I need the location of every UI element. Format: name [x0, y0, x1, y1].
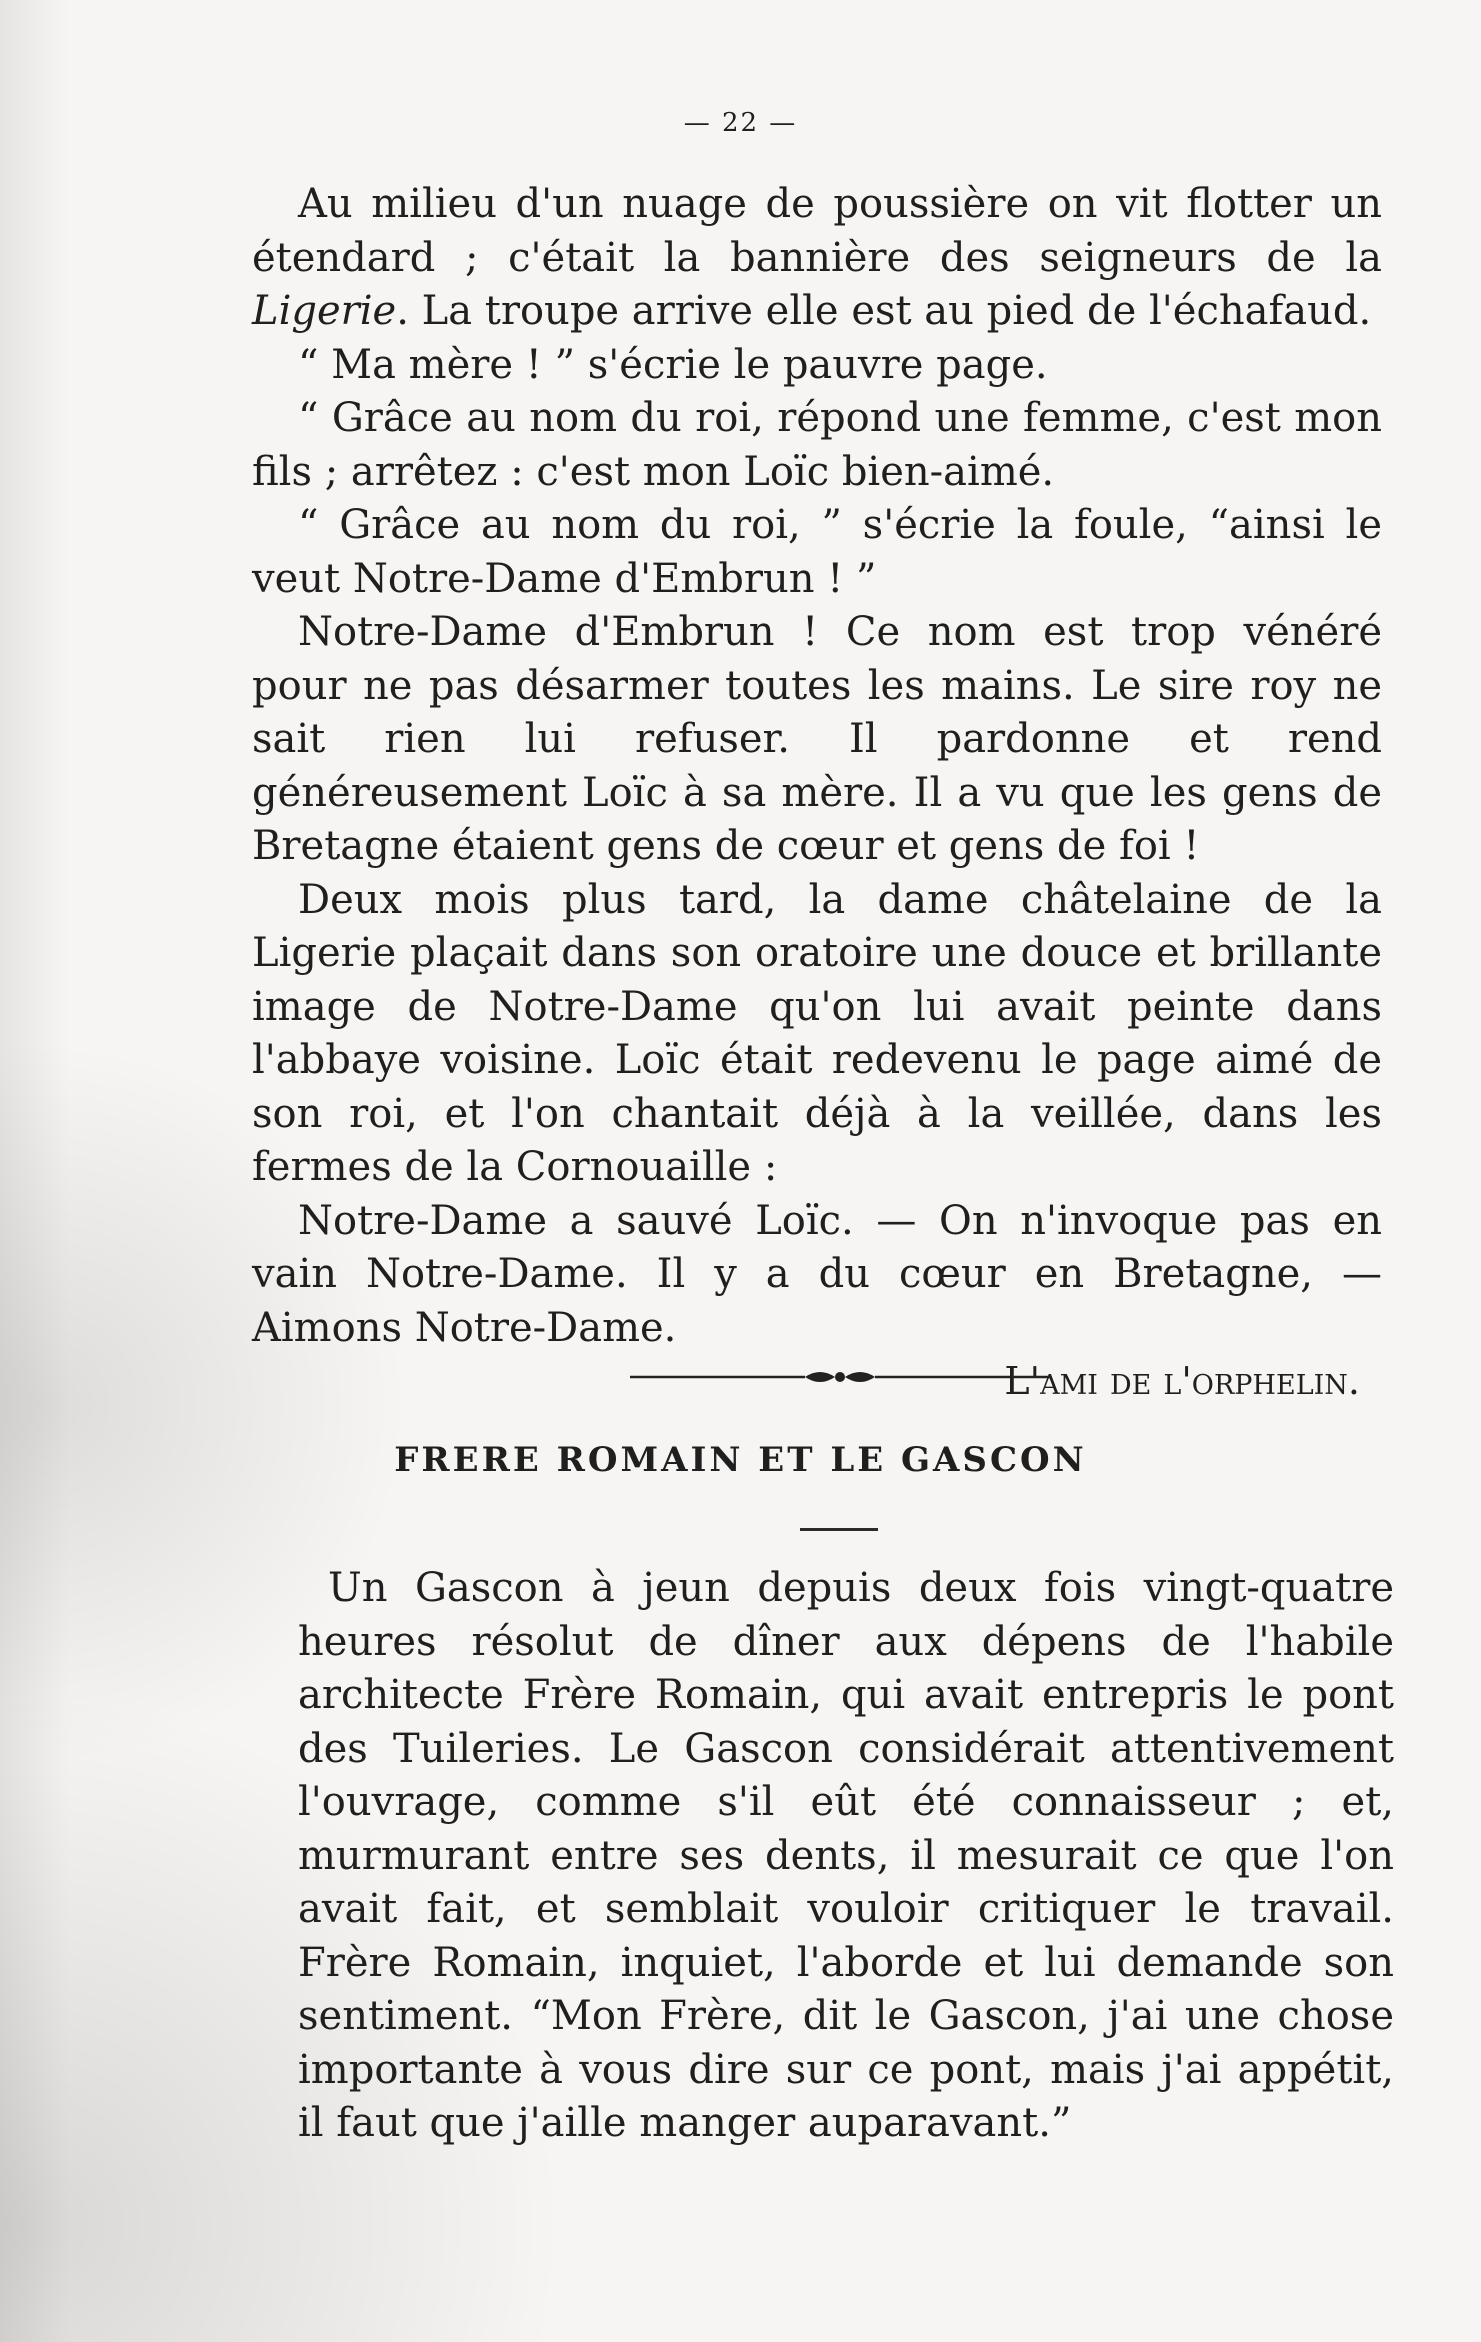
paragraph-3: “ Grâce au nom du roi, répond une femme, c'est mon fils ; arrêtez : c'est mon Loïc bien-aimé.: [252, 395, 1382, 495]
ligerie-italic: Ligerie: [252, 288, 397, 334]
gascon-story-text: [298, 1562, 1394, 2151]
paragraph-1-end: . La troupe arrive elle est au pied de l'échafaud.: [396, 288, 1372, 334]
paragraph-2: “ Ma mère ! ” s'écrie le pauvre page.: [298, 341, 1048, 388]
paragraph-1: [252, 178, 1382, 339]
gascon-paragraph: Un Gascon à jeun depuis deux fois vingt-quatre heures résolut de dîner aux dépens de l'habile architecte Frère Romain, qui avait entrepris le pont des Tuileries. Le Gascon considérait attentivement l'ouvrage, comme s'il eût été connaisseur ; et, murmurant entre ses dents, il mesurait ce que l'on avait fait, et semblait vouloir critiquer le travail. Frère Romain, inquiet, l'aborde et lui demande son sentiment. “Mon Frère, dit le Gascon, j'ai une chose importante à vous dire sur ce pont, mais j'ai appétit, il faut que j'aille manger auparavant.”: [298, 1565, 1394, 2146]
paragraph-6: Deux mois plus tard, la dame châtelaine de la Ligerie plaçait dans son oratoire une douce et brillante image de Notre-Dame qu'on lui avait peinte dans l'abbaye voisine. Loïc était redevenu le page aimé de son roi, et l'on chantait déjà à la veillée, dans les fermes de la Cornouaille :: [252, 876, 1382, 1190]
story-end-text: [252, 178, 1382, 1409]
section-title: FRERE ROMAIN ET LE GASCON: [394, 1440, 1087, 1480]
ornament-divider: [630, 1362, 1050, 1392]
signature: L'ami de l'orphelin.: [1004, 1359, 1360, 1403]
paragraph-7: Notre-Dame a sauvé Loïc. — On n'invoque pas en vain Notre-Dame. Il y a du cœur en Bretagne, — Aimons Notre-Dame.: [252, 1197, 1382, 1351]
paragraph-4: “ Grâce au nom du roi, ” s'écrie la foule, “ainsi le veut Notre-Dame d'Embrun ! ”: [252, 502, 1382, 602]
page-number: — 22 —: [683, 108, 798, 138]
title-rule: [800, 1528, 878, 1531]
paragraph-5: Notre-Dame d'Embrun ! Ce nom est trop vénéré pour ne pas désarmer toutes les mains. Le sire roy ne sait rien lui refuser. Il pardonne et rend généreusement Loïc à sa mère. Il a vu que les gens de Bretagne étaient gens de cœur et gens de foi !: [252, 609, 1382, 869]
paragraph-1-start: Au milieu d'un nuage de poussière on vit flotter un étendard ; c'était la bannière des seigneurs de la: [252, 181, 1382, 281]
